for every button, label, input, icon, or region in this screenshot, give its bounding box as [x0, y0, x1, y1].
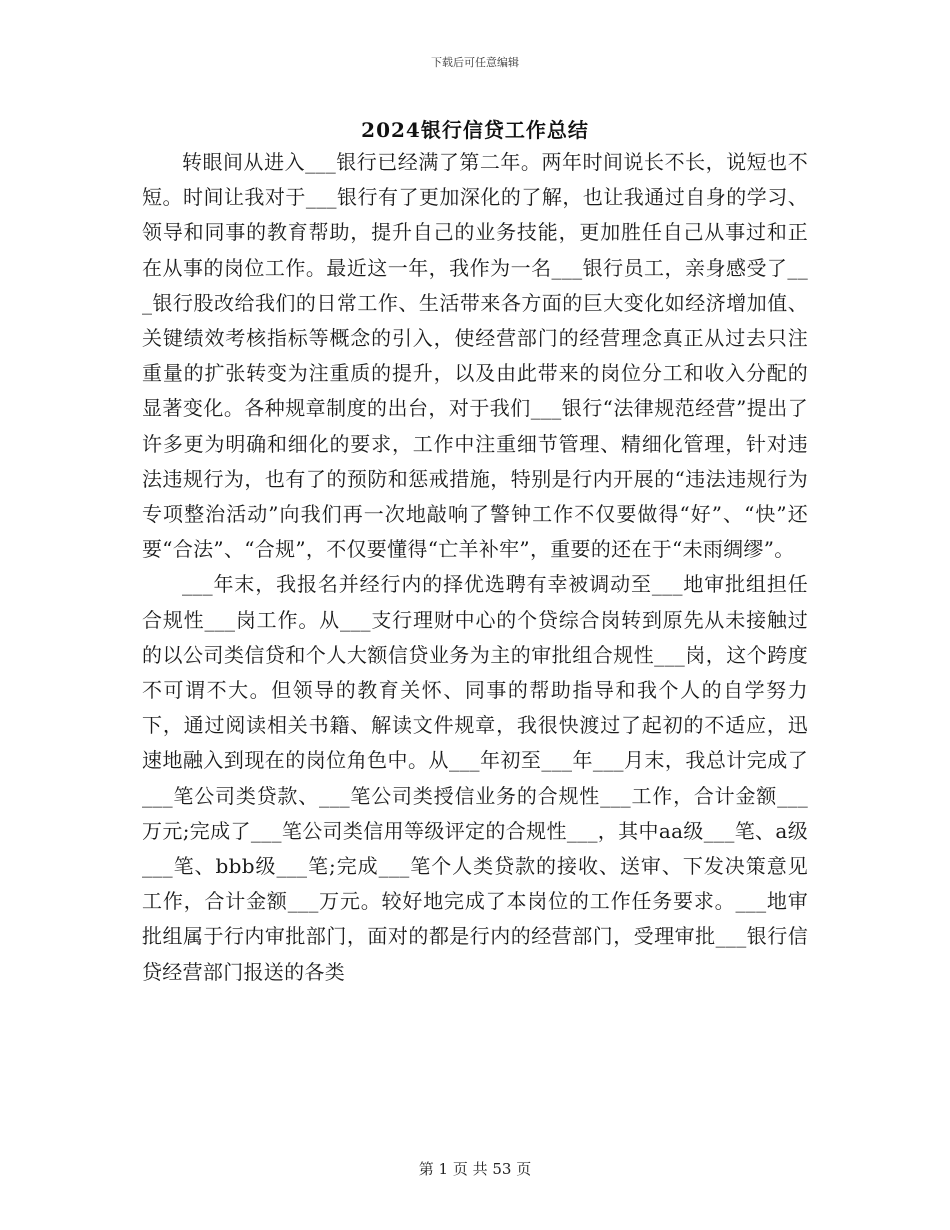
page-number-footer: 第 1 页 共 53 页: [418, 1160, 532, 1178]
page-header-note: 下载后可任意编辑: [431, 56, 519, 69]
body-paragraph-1: 转眼间从进入___银行已经满了第二年。两年时间说长不长，说短也不短。时间让我对于___银行有了更加深化的了解，也让我通过自身的学习、领导和同事的教育帮助，提升自己的业务技能，更加胜任自己从事过和正在从事的岗位工作。最近这一年，我作为一名___银行员工，亲身感受了___银行股改给我们的日常工作、生活带来各方面的巨大变化如经济增加值、关键绩效考核指标等概念的引入，使经营部门的经营理念真正从过去只注重量的扩张转变为注重质的提升，以及由此带来的岗位分工和收入分配的显著变化。各种规章制度的出台，对于我们___银行“法律规范经营”提出了许多更为明确和细化的要求，工作中注重细节管理、精细化管理，针对违法违规行为，也有了的预防和惩戒措施，特别是行内开展的“违法违规行为专项整治活动”向我们再一次地敲响了警钟工作不仅要做得“好”、“快”还要“合法”、“合规”，不仅要懂得“亡羊补牢”，重要的还在于“未雨绸缪”。: [142, 150, 808, 562]
document-title: 2024银行信贷工作总结: [361, 118, 589, 142]
document-body: [142, 145, 808, 990]
body-paragraph-2: ___年末，我报名并经行内的择优选聘有幸被调动至___地审批组担任合规性___岗工作。从___支行理财中心的个贷综合岗转到原先从未接触过的以公司类信贷和个人大额信贷业务为主的审批组合规性___岗，这个跨度不可谓不大。但领导的教育关怀、同事的帮助指导和我个人的自学努力下，通过阅读相关书籍、解读文件规章，我很快渡过了起初的不适应，迅速地融入到现在的岗位角色中。从___年初至___年___月末，我总计完成了___笔公司类贷款、___笔公司类授信业务的合规性___工作，合计金额___万元;完成了___笔公司类信用等级评定的合规性___，其中aa级___笔、a级___笔、bbb级___笔;完成___笔个人类贷款的接收、送审、下发决策意见工作，合计金额___万元。较好地完成了本岗位的工作任务要求。___地审批组属于行内审批部门，面对的都是行内的经营部门，受理审批___银行信贷经营部门报送的各类: [142, 572, 808, 984]
